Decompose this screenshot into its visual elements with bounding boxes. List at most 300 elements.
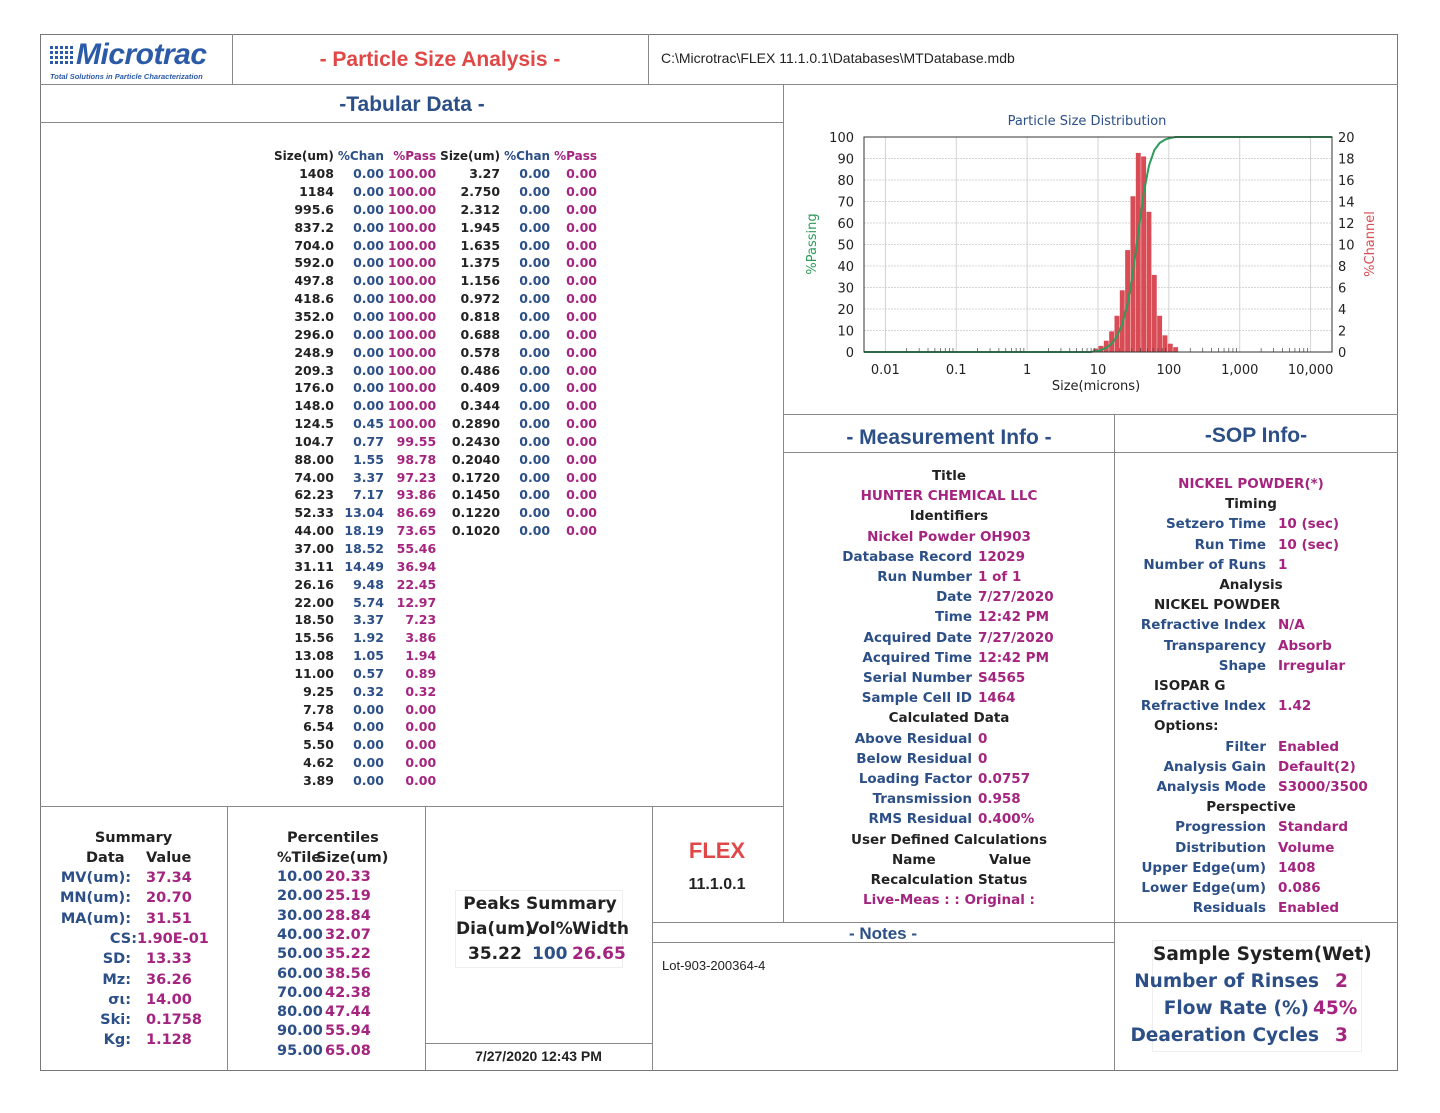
table-row xyxy=(272,308,599,326)
chan-cell: 0.00 xyxy=(519,451,551,467)
pass-cell: 0.00 xyxy=(566,362,597,378)
size-cell: 0.1220 xyxy=(451,505,501,521)
chart-title: Particle Size Distribution xyxy=(1007,114,1167,129)
chan-cell xyxy=(502,647,552,665)
pass-cell xyxy=(552,664,599,682)
percentiles-col-tile: %Tile xyxy=(277,850,322,866)
y-tick-label-right: 2 xyxy=(1338,324,1347,340)
size-cell: 3.89 xyxy=(303,772,334,788)
size-cell: 18.50 xyxy=(294,612,334,628)
pass-cell xyxy=(552,682,599,700)
sop-value: S3000/3500 xyxy=(1278,779,1368,795)
table-row xyxy=(272,343,599,361)
sop-label: Progression xyxy=(1175,819,1266,836)
divider xyxy=(40,122,784,123)
pass-cell: 22.45 xyxy=(396,576,437,592)
pass-cell: 36.94 xyxy=(396,558,437,574)
size-cell: 22.00 xyxy=(294,594,334,610)
chan-cell: 0.00 xyxy=(519,505,551,521)
pass-cell xyxy=(552,557,599,575)
summary-value: 31.51 xyxy=(146,910,192,927)
size-cell: 0.1720 xyxy=(451,469,501,485)
size-cell: 0.578 xyxy=(460,344,501,360)
summary-value: 36.26 xyxy=(146,971,192,988)
chan-cell: 0.00 xyxy=(353,344,384,360)
chan-cell: 0.00 xyxy=(353,326,384,342)
col-size: Size(um) xyxy=(440,148,501,163)
sop-label: Distribution xyxy=(1175,839,1266,856)
summary-label: Kg: xyxy=(103,1032,131,1049)
table-row xyxy=(272,468,599,486)
size-cell: 0.409 xyxy=(460,380,501,396)
y-tick-label-left: 90 xyxy=(837,152,854,168)
pass-cell: 0.00 xyxy=(566,201,597,217)
chan-cell: 7.17 xyxy=(353,487,384,503)
sop-label: Upper Edge(um) xyxy=(1141,859,1266,876)
pass-cell: 100.00 xyxy=(387,362,437,378)
particle-size-distribution-chart xyxy=(784,86,1398,416)
table-row xyxy=(272,700,599,718)
pass-cell: 99.55 xyxy=(396,433,437,449)
size-cell: 1.945 xyxy=(460,219,501,235)
size-cell: 1408 xyxy=(299,166,334,182)
pass-cell xyxy=(552,647,599,665)
size-cell: 704.0 xyxy=(294,237,334,253)
sample-value: 2 xyxy=(1335,971,1348,992)
pass-cell: 0.32 xyxy=(405,683,437,699)
chan-cell: 0.00 xyxy=(353,166,384,182)
size-cell: 44.00 xyxy=(294,523,334,539)
sop-info xyxy=(1114,468,1398,918)
flex-version: 11.1.0.1 xyxy=(688,876,746,893)
field-label: Database Record xyxy=(842,548,972,565)
sop-value: 0.086 xyxy=(1278,880,1321,896)
summary-col-data: Data xyxy=(86,850,125,866)
size-cell: 0.818 xyxy=(460,309,501,325)
pass-cell: 0.00 xyxy=(566,184,597,200)
size-cell: 148.0 xyxy=(294,398,334,414)
peaks-width-value: 26.65 xyxy=(572,944,626,964)
sop-label: Analysis Mode xyxy=(1156,779,1266,795)
pass-cell: 73.65 xyxy=(396,523,437,539)
chan-cell: 0.00 xyxy=(519,487,551,503)
chan-cell: 0.00 xyxy=(353,737,384,753)
size-cell: 88.00 xyxy=(294,451,334,467)
pass-cell: 0.00 xyxy=(566,309,597,325)
heading-user-defined: User Defined Calculations xyxy=(850,831,1047,848)
summary-label: MN(um): xyxy=(59,890,131,907)
user-value-label: Value xyxy=(989,851,1032,868)
field-value: 1 of 1 xyxy=(978,569,1022,585)
chan-cell: 18.19 xyxy=(344,523,384,539)
x-tick-label: 0.01 xyxy=(870,363,900,378)
size-cell: 1184 xyxy=(299,184,334,200)
pass-cell: 0.00 xyxy=(566,344,597,360)
pass-cell: 0.00 xyxy=(566,291,597,307)
pass-cell: 100.00 xyxy=(387,326,437,342)
y-tick-label-right: 0 xyxy=(1338,346,1347,361)
sop-value: Irregular xyxy=(1278,657,1346,674)
y-tick-label-right: 4 xyxy=(1338,303,1347,318)
pass-cell: 7.23 xyxy=(405,612,437,628)
chan-cell: 0.00 xyxy=(519,255,551,271)
pass-cell: 0.00 xyxy=(566,487,597,503)
chan-cell: 0.00 xyxy=(519,237,551,253)
pass-cell: 0.00 xyxy=(566,166,597,182)
sop-label: Refractive Index xyxy=(1140,698,1266,715)
table-row xyxy=(272,664,599,682)
table-row xyxy=(272,236,599,254)
field-value: 0.958 xyxy=(978,791,1021,808)
size-cell: 248.9 xyxy=(294,344,334,360)
peaks-summary xyxy=(455,890,629,968)
col-chan: %Chan xyxy=(337,148,384,163)
table-row xyxy=(272,772,599,790)
chan-cell xyxy=(502,718,552,736)
sop-value: Standard xyxy=(1278,819,1348,836)
chan-cell xyxy=(502,611,552,629)
size-cell: 5.50 xyxy=(303,737,334,753)
notes-text: Lot-903-200364-4 xyxy=(662,958,766,973)
heading-analysis: Analysis xyxy=(1219,577,1283,593)
field-value: 0 xyxy=(978,750,988,767)
pass-cell xyxy=(552,718,599,736)
field-value: 7/27/2020 xyxy=(978,629,1054,646)
chan-cell: 13.04 xyxy=(344,505,384,521)
sop-label: Run Time xyxy=(1194,536,1266,553)
summary-value: 1.90E-01 xyxy=(137,930,209,947)
peaks-col-dia: Dia(um) xyxy=(456,919,533,939)
percentile-tile: 70.00 xyxy=(277,984,323,1001)
table-row xyxy=(272,361,599,379)
y-tick-label-right: 14 xyxy=(1338,195,1355,211)
chan-cell: 0.00 xyxy=(519,219,551,235)
sample-label: Number of Rinses xyxy=(1134,971,1319,992)
sample-label: Deaeration Cycles xyxy=(1130,1025,1319,1046)
table-row xyxy=(272,379,599,397)
field-value: 12:42 PM xyxy=(978,609,1050,626)
size-cell: 11.00 xyxy=(294,665,334,681)
table-row xyxy=(272,647,599,665)
summary-value: 13.33 xyxy=(146,951,192,968)
summary-title: Summary xyxy=(94,830,173,846)
chan-cell: 3.37 xyxy=(353,469,384,485)
pass-cell: 12.97 xyxy=(396,594,437,610)
table-row xyxy=(272,718,599,736)
summary-label: CS: xyxy=(109,930,137,947)
pass-cell: 0.00 xyxy=(566,237,597,253)
y-tick-label-right: 16 xyxy=(1338,174,1355,189)
chan-cell: 0.00 xyxy=(353,772,384,788)
size-cell xyxy=(438,540,502,558)
pass-cell: 0.00 xyxy=(566,416,597,432)
size-cell xyxy=(438,772,502,790)
channel-bar xyxy=(1168,344,1173,352)
size-cell: 15.56 xyxy=(294,630,334,646)
pass-cell: 100.00 xyxy=(387,398,437,414)
chan-cell: 0.00 xyxy=(519,201,551,217)
pass-cell: 100.00 xyxy=(387,380,437,396)
field-label: Time xyxy=(934,609,972,626)
table-row xyxy=(272,593,599,611)
divider xyxy=(425,806,426,1071)
size-cell xyxy=(438,718,502,736)
pass-cell: 0.00 xyxy=(405,719,437,735)
sop-value: Volume xyxy=(1278,839,1335,856)
table-row xyxy=(272,433,599,451)
summary-value: 0.1758 xyxy=(146,1012,202,1029)
table-row xyxy=(272,504,599,522)
percentile-tile: 20.00 xyxy=(277,888,323,905)
size-cell: 52.33 xyxy=(294,505,334,521)
y-axis-label-right: %Channel xyxy=(1363,211,1378,277)
heading-calculated: Calculated Data xyxy=(888,710,1010,727)
table-row xyxy=(272,218,599,236)
y-tick-label-left: 30 xyxy=(837,281,854,297)
table-row xyxy=(272,325,599,343)
pass-cell: 0.00 xyxy=(566,273,597,289)
percentiles-panel xyxy=(227,826,425,1066)
sop-value: 10 (sec) xyxy=(1278,536,1340,553)
chan-cell: 0.00 xyxy=(519,380,551,396)
pass-cell: 0.00 xyxy=(566,255,597,271)
y-tick-label-left: 10 xyxy=(837,324,854,340)
chan-cell: 0.45 xyxy=(353,416,384,432)
size-cell: 104.7 xyxy=(294,433,334,449)
x-tick-label: 100 xyxy=(1156,363,1182,378)
summary-label: σι: xyxy=(108,991,131,1008)
channel-bar xyxy=(1173,347,1178,352)
size-cell: 0.1020 xyxy=(451,523,501,539)
chan-cell: 0.00 xyxy=(353,362,384,378)
pass-cell: 0.89 xyxy=(405,665,437,681)
chan-cell: 0.00 xyxy=(519,433,551,449)
size-cell: 124.5 xyxy=(294,416,334,432)
channel-bar xyxy=(1146,212,1151,352)
size-cell: 296.0 xyxy=(294,326,334,342)
field-label: Date xyxy=(936,589,972,606)
chan-cell: 0.00 xyxy=(353,398,384,414)
pass-cell: 0.00 xyxy=(566,451,597,467)
field-value: S4565 xyxy=(978,670,1026,686)
sop-value: 1.42 xyxy=(1278,698,1312,715)
sample-label: Flow Rate (%) xyxy=(1163,998,1309,1019)
table-row xyxy=(272,736,599,754)
pass-cell: 100.00 xyxy=(387,344,437,360)
channel-bar xyxy=(1162,335,1167,352)
sop-value: Enabled xyxy=(1278,900,1340,917)
chan-cell: 0.00 xyxy=(353,201,384,217)
field-value: 12:42 PM xyxy=(978,649,1050,666)
material-name: NICKEL POWDER xyxy=(1154,597,1281,614)
size-cell: 2.312 xyxy=(460,201,501,217)
divider xyxy=(40,806,784,807)
percentile-size: 35.22 xyxy=(325,946,371,963)
summary-value: 20.70 xyxy=(146,890,192,907)
measurement-info xyxy=(784,468,1114,918)
pass-cell: 0.00 xyxy=(566,505,597,521)
col-chan: %Chan xyxy=(504,148,551,163)
table-row xyxy=(272,575,599,593)
y-tick-label-right: 20 xyxy=(1338,131,1355,146)
pass-cell: 97.23 xyxy=(396,469,437,485)
chan-cell: 5.74 xyxy=(353,594,384,610)
sop-value: 10 (sec) xyxy=(1278,516,1340,533)
size-cell xyxy=(438,754,502,772)
table-row xyxy=(272,415,599,433)
chan-cell: 0.00 xyxy=(519,291,551,307)
col-pass: %Pass xyxy=(554,148,597,163)
channel-bar xyxy=(1157,316,1162,352)
chan-cell: 0.00 xyxy=(519,326,551,342)
size-cell xyxy=(438,593,502,611)
fluid-name: ISOPAR G xyxy=(1154,678,1226,694)
user-name-label: Name xyxy=(892,851,936,868)
size-cell: 418.6 xyxy=(294,291,334,307)
title-value: HUNTER CHEMICAL LLC xyxy=(860,488,1038,505)
y-tick-label-right: 6 xyxy=(1338,281,1347,297)
field-label: Acquired Time xyxy=(862,649,972,666)
pass-cell: 100.00 xyxy=(387,201,437,217)
size-cell: 837.2 xyxy=(294,219,334,235)
channel-bar xyxy=(1152,275,1157,352)
sop-value: Default(2) xyxy=(1278,758,1356,775)
chan-cell: 1.05 xyxy=(353,648,384,664)
percentile-size: 47.44 xyxy=(325,1004,371,1021)
pass-cell xyxy=(552,736,599,754)
database-path: C:\Microtrac\FLEX 11.1.0.1\Databases\MTDatabase.mdb xyxy=(661,50,1015,66)
x-tick-label: 10,000 xyxy=(1287,363,1334,378)
divider xyxy=(40,84,1398,85)
sop-label: Shape xyxy=(1218,657,1266,674)
field-label: Loading Factor xyxy=(858,771,972,787)
pass-cell: 55.46 xyxy=(396,540,437,556)
table-row xyxy=(272,290,599,308)
size-cell: 62.23 xyxy=(294,487,334,503)
recalc-value: Live-Meas : : Original : xyxy=(863,892,1035,909)
chan-cell xyxy=(502,664,552,682)
field-label: RMS Residual xyxy=(868,811,972,828)
x-axis-label: Size(microns) xyxy=(1051,379,1141,394)
pass-cell: 100.00 xyxy=(387,273,437,289)
pass-cell: 0.00 xyxy=(405,755,437,771)
table-row xyxy=(272,201,599,219)
percentile-size: 38.56 xyxy=(325,965,371,982)
pass-cell: 93.86 xyxy=(396,487,437,503)
chan-cell: 0.00 xyxy=(353,237,384,253)
x-tick-label: 1,000 xyxy=(1221,363,1259,378)
chan-cell: 0.00 xyxy=(519,362,551,378)
table-row xyxy=(272,611,599,629)
size-cell: 995.6 xyxy=(294,201,334,217)
summary-label: SD: xyxy=(102,951,131,968)
sop-label: Analysis Gain xyxy=(1163,758,1266,775)
percentile-tile: 30.00 xyxy=(277,907,323,924)
size-cell: 1.635 xyxy=(460,237,501,253)
pass-cell: 0.00 xyxy=(566,469,597,485)
chan-cell: 9.48 xyxy=(353,576,384,592)
size-cell xyxy=(438,557,502,575)
pass-cell xyxy=(552,593,599,611)
size-cell: 4.62 xyxy=(303,755,334,771)
heading-title: Title xyxy=(931,468,967,484)
summary-value: 14.00 xyxy=(146,991,192,1008)
chan-cell: 3.37 xyxy=(353,612,384,628)
size-cell: 0.2040 xyxy=(451,451,501,467)
col-size: Size(um) xyxy=(274,148,334,163)
chan-cell xyxy=(502,557,552,575)
percentile-size: 65.08 xyxy=(325,1042,371,1059)
size-cell: 0.688 xyxy=(460,326,501,342)
tabular-data-title: -Tabular Data - xyxy=(339,93,485,116)
chan-cell: 18.52 xyxy=(344,540,384,556)
field-label: Above Residual xyxy=(854,730,972,747)
chan-cell: 0.00 xyxy=(353,255,384,271)
heading-perspective: Perspective xyxy=(1206,799,1296,816)
summary-value: 37.34 xyxy=(146,870,192,886)
tabular-data-table xyxy=(272,147,599,789)
field-label: Serial Number xyxy=(862,670,972,686)
chan-cell: 0.00 xyxy=(519,416,551,432)
size-cell: 1.156 xyxy=(460,273,501,289)
pass-cell: 100.00 xyxy=(387,291,437,307)
field-value: 1464 xyxy=(978,690,1016,707)
y-tick-label-right: 8 xyxy=(1338,260,1347,275)
table-row xyxy=(272,486,599,504)
pass-cell xyxy=(552,772,599,790)
pass-cell: 3.86 xyxy=(405,630,437,646)
pass-cell: 100.00 xyxy=(387,166,437,182)
chan-cell: 0.00 xyxy=(353,719,384,735)
sop-value: N/A xyxy=(1278,617,1305,634)
divider xyxy=(648,34,649,84)
percentile-tile: 80.00 xyxy=(277,1004,323,1021)
y-tick-label-left: 80 xyxy=(837,174,854,189)
chan-cell xyxy=(502,575,552,593)
size-cell xyxy=(438,700,502,718)
percentile-size: 32.07 xyxy=(325,926,371,943)
size-cell: 0.1450 xyxy=(451,487,501,503)
pass-cell: 98.78 xyxy=(396,451,437,467)
chan-cell: 0.32 xyxy=(353,683,384,699)
y-tick-label-left: 70 xyxy=(837,195,854,211)
percentile-size: 20.33 xyxy=(325,869,371,885)
chan-cell xyxy=(502,682,552,700)
y-tick-label-left: 40 xyxy=(837,260,854,275)
pass-cell: 0.00 xyxy=(566,380,597,396)
sop-label: Refractive Index xyxy=(1140,617,1266,634)
divider xyxy=(652,922,1398,923)
chan-cell: 14.49 xyxy=(344,558,384,574)
x-tick-label: 10 xyxy=(1089,363,1107,378)
pass-cell xyxy=(552,754,599,772)
pass-cell xyxy=(552,540,599,558)
chan-cell: 0.00 xyxy=(353,184,384,200)
size-cell: 26.16 xyxy=(294,576,334,592)
size-cell: 74.00 xyxy=(294,469,334,485)
table-row xyxy=(272,450,599,468)
pass-cell: 0.00 xyxy=(566,326,597,342)
heading-identifiers: Identifiers xyxy=(909,508,989,525)
chan-cell xyxy=(502,593,552,611)
field-label: Below Residual xyxy=(856,750,972,767)
logo-text: Microtrac xyxy=(76,38,207,71)
col-pass: %Pass xyxy=(393,148,437,163)
size-cell: 176.0 xyxy=(294,380,334,396)
chan-cell: 0.00 xyxy=(353,380,384,396)
x-tick-label: 1 xyxy=(1022,363,1032,378)
field-value: 0.0757 xyxy=(978,771,1031,787)
